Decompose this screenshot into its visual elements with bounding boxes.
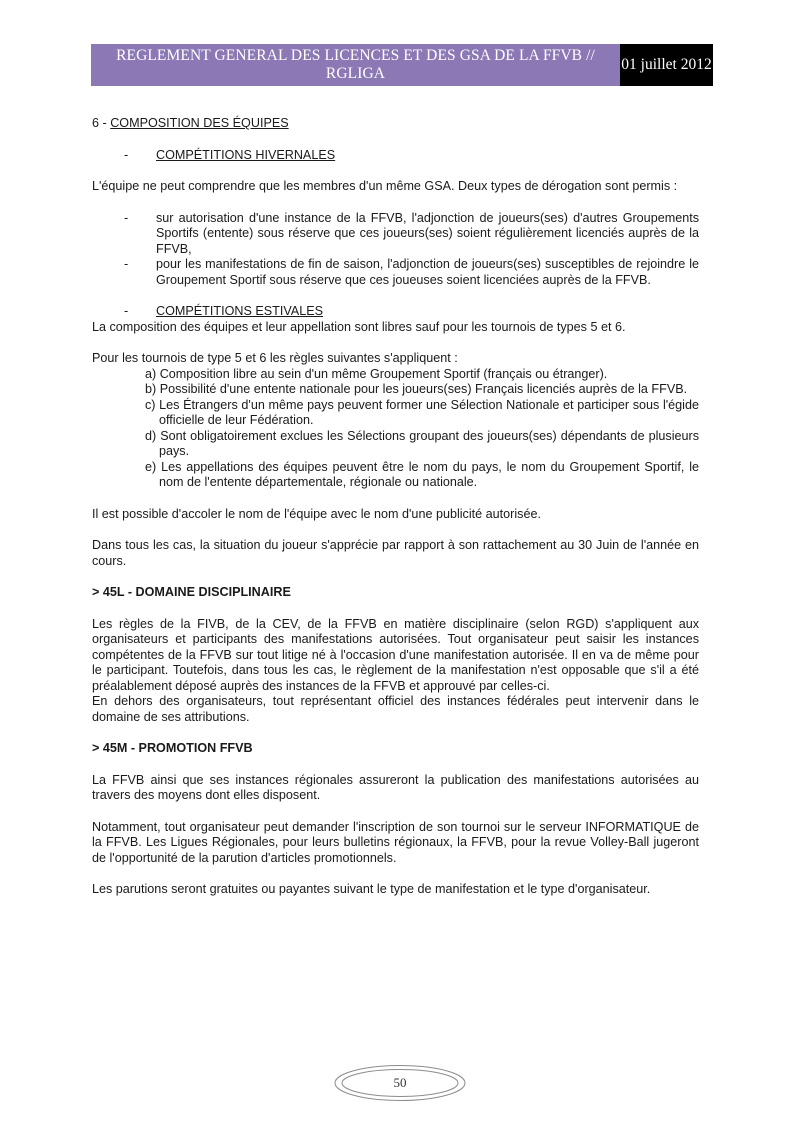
winter-intro: L'équipe ne peut comprendre que les membres d'un même GSA. Deux types de dérogation sont permis :	[92, 179, 678, 193]
winter-heading: - COMPÉTITIONS HIVERNALES	[124, 147, 336, 162]
list-item: - pour les manifestations de fin de saison, l'adjonction de joueurs(ses) susceptibles de rejoindre le Groupement Sportif sous réserve que ces joueuses soient licenciées auprès de la FFVB.	[124, 257, 699, 287]
situation-paragraph: Dans tous les cas, la situation du joueur s'apprécie par rapport à son rattachement au 30 Juin de l'année en cours.	[92, 538, 699, 568]
list-item-text: pour les manifestations de fin de saison, l'adjonction de joueurs(ses) susceptibles de rejoindre le Groupement Sportif sous réserve que ces joueuses soient licenciées auprès de la FFVB.	[156, 257, 699, 287]
list-item: - sur autorisation d'une instance de la FFVB, l'adjonction de joueurs(ses) d'autres Groupements Sportifs (entente) sous réserve que ces joueurs(ses) soient régulièrement licenciés auprès de la FFVB,	[124, 210, 699, 256]
section-45m-paragraph: Notamment, tout organisateur peut demander l'inscription de son tournoi sur le serveur INFORMATIQUE de la FFVB. Les Ligues Régionales, pour leurs bulletins régionaux, la FFVB, pour la revue Volley-Ball jugeront de l'opportunité de la parution d'articles promotionnels.	[92, 819, 699, 865]
list-item-text: sur autorisation d'une instance de la FFVB, l'adjonction de joueurs(ses) d'autres Groupements Sportifs (entente) sous réserve que ces joueurs(ses) soient régulièrement licenciés auprès de la FFVB,	[156, 210, 699, 256]
summer-heading: - COMPÉTITIONS ESTIVALES	[124, 304, 324, 318]
summer-rules-intro: Pour les tournois de type 5 et 6 les règles suivantes s'appliquent :	[92, 351, 458, 365]
summer-rules-list	[92, 367, 699, 491]
list-item: a) Composition libre au sein d'un même Groupement Sportif (français ou étranger).	[145, 366, 608, 381]
page-number: 50	[393, 1075, 407, 1090]
section-45m-paragraph: La FFVB ainsi que ses instances régionales assureront la publication des manifestations autorisées au travers des moyens dont elles disposent.	[92, 772, 699, 802]
page-footer	[333, 1064, 467, 1102]
header-title: REGLEMENT GENERAL DES LICENCES ET DES GSA DE LA FFVB // RGLIGA	[91, 44, 620, 86]
winter-title: COMPÉTITIONS HIVERNALES	[156, 147, 336, 162]
publicity-paragraph: Il est possible d'accoler le nom de l'équipe avec le nom d'une publicité autorisée.	[92, 506, 541, 521]
header-date: 01 juillet 2012	[620, 44, 713, 86]
list-item: e) Les appellations des équipes peuvent être le nom du pays, le nom du Groupement Sportif, le nom de l'entente départementale, régionale ou nationale.	[145, 459, 699, 489]
section-6-title: COMPOSITION DES ÉQUIPES	[110, 116, 289, 130]
list-item: d) Sont obligatoirement exclues les Sélections groupant des joueurs(ses) dépendants de plusieurs pays.	[145, 428, 699, 458]
section-6-heading	[92, 116, 699, 132]
section-45m-paragraph: Les parutions seront gratuites ou payantes suivant le type de manifestation et le type d'organisateur.	[92, 882, 651, 896]
page-content	[92, 116, 699, 898]
section-6-number: 6 -	[92, 116, 111, 130]
section-45m-title: > 45M - PROMOTION FFVB	[92, 741, 253, 755]
list-item: b) Possibilité d'une entente nationale pour les joueurs(ses) Français licenciés auprès de la FFVB.	[145, 382, 688, 396]
section-45l-paragraph: En dehors des organisateurs, tout représentant officiel des instances fédérales peut intervenir dans le domaine de ses attributions.	[92, 694, 699, 724]
page-header	[91, 44, 713, 86]
section-45l-title: > 45L - DOMAINE DISCIPLINAIRE	[92, 585, 291, 599]
list-item: c) Les Étrangers d'un même pays peuvent former une Sélection Nationale et participer sous l'égide officielle de leur Fédération.	[145, 397, 699, 427]
summer-title: COMPÉTITIONS ESTIVALES	[156, 304, 324, 318]
summer-intro: La composition des équipes et leur appellation sont libres sauf pour les tournois de types 5 et 6.	[92, 319, 626, 334]
section-45l-paragraph: Les règles de la FIVB, de la CEV, de la FFVB en matière disciplinaire (selon RGD) s'appliquent aux organisateurs et participants des manifestations autorisées. Tout organisateur peut saisir les instances compétentes de la FFVB sur tout litige né à l'occasion d'une manifestation autorisée. Il en va de même pour le participant. Toutefois, dans tous les cas, le règlement de la manifestation n'est opposable que s'il a été préalablement déposé auprès des instances de la FFVB et approuvé par celles-ci.	[92, 616, 699, 693]
